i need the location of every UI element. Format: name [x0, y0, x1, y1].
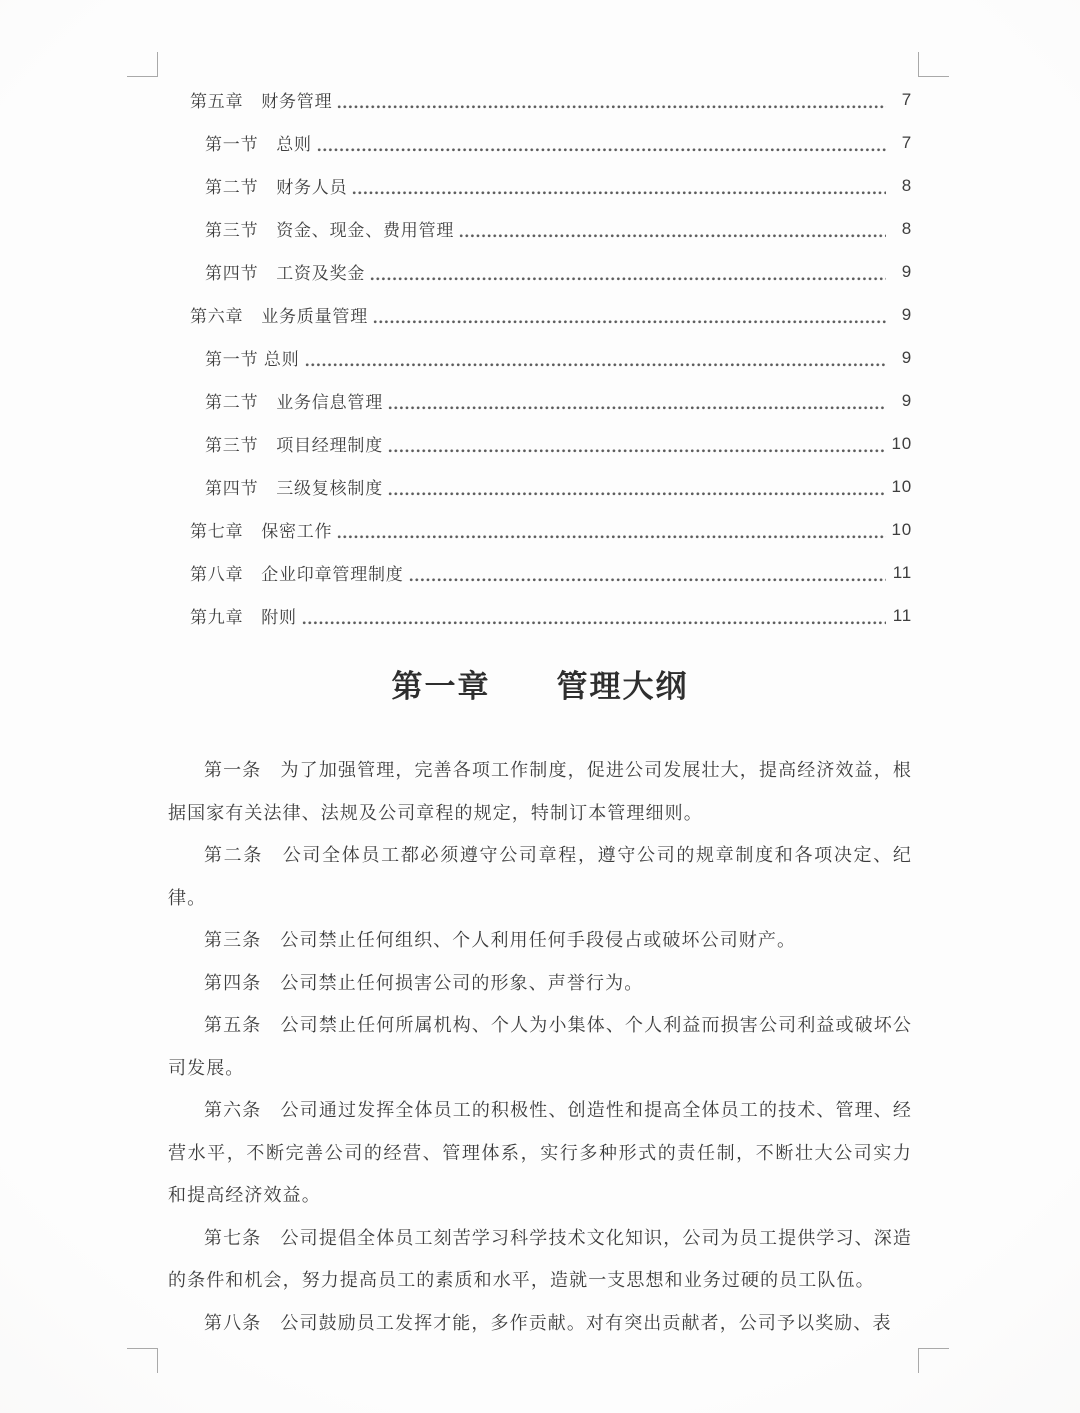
chapter-heading: 第一章 管理大纲 [391, 669, 689, 704]
toc-page-number: 11 [892, 605, 912, 625]
table-of-contents [168, 78, 912, 637]
toc-entry-label: 第四节 三级复核制度 [205, 479, 383, 498]
toc-page-number: 8 [901, 218, 912, 238]
toc-entry-label: 第九章 附则 [190, 608, 297, 627]
toc-dot-leader [370, 276, 886, 282]
toc-page-number: 11 [892, 562, 912, 582]
article-paragraph: 第三条 公司禁止任何组织、个人利用任何手段侵占或破坏公司财产。 [204, 930, 797, 950]
article-paragraph: 第六条 公司通过发挥全体员工的积极性、创造性和提高全体员工的技术、管理、经营水平，不断完善公司的经营、管理体系，实行多种形式的责任制，不断壮大公司实力和提高经济效益。 [168, 1100, 912, 1205]
toc-entry [168, 336, 912, 379]
crop-mark-bottom-left [127, 1348, 158, 1373]
toc-entry [168, 465, 912, 508]
toc-dot-leader [302, 620, 886, 626]
toc-entry-label: 第四节 工资及奖金 [205, 264, 366, 283]
toc-entry-label: 第一节 总则 [205, 135, 312, 154]
toc-dot-leader [388, 491, 886, 497]
article-paragraph: 第七条 公司提倡全体员工刻苦学习科学技术文化知识，公司为员工提供学习、深造的条件和机会，努力提高员工的素质和水平，造就一支思想和业务过硬的员工队伍。 [168, 1227, 912, 1290]
toc-entry-label: 第二节 业务信息管理 [205, 393, 383, 412]
chapter-body [168, 749, 912, 1344]
toc-dot-leader [409, 577, 886, 583]
toc-dot-leader [388, 448, 886, 454]
toc-entry-label: 第二节 财务人员 [205, 178, 348, 197]
article-paragraph: 第八条 公司鼓励员工发挥才能，多作贡献。对有突出贡献者，公司予以奖励、表 [204, 1312, 892, 1333]
toc-entry-label: 第三节 项目经理制度 [205, 436, 383, 455]
toc-entry [168, 594, 912, 637]
toc-dot-leader [373, 319, 886, 325]
crop-mark-bottom-right [918, 1348, 949, 1373]
toc-entry-label: 第八章 企业印章管理制度 [190, 565, 404, 584]
toc-entry [168, 379, 912, 422]
toc-page-number: 8 [901, 175, 912, 195]
toc-page-number: 7 [901, 132, 912, 152]
article-paragraph: 第五条 公司禁止任何所属机构、个人为小集体、个人利益而损害公司利益或破坏公司发展。 [168, 1015, 912, 1078]
crop-mark-top-right [918, 52, 949, 77]
toc-page-number: 10 [891, 433, 912, 453]
toc-entry [168, 508, 912, 551]
toc-dot-leader [305, 362, 886, 368]
toc-entry-label: 第一节 总则 [205, 350, 300, 369]
toc-entry-label: 第五章 财务管理 [190, 92, 333, 111]
toc-entry [168, 551, 912, 594]
toc-entry [168, 422, 912, 465]
toc-dot-leader [337, 104, 886, 110]
toc-dot-leader [388, 405, 886, 411]
toc-entry-label: 第七章 保密工作 [190, 522, 333, 541]
toc-entry [168, 164, 912, 207]
crop-mark-top-left [127, 52, 158, 77]
toc-dot-leader [459, 233, 886, 239]
toc-dot-leader [352, 190, 886, 196]
toc-entry [168, 250, 912, 293]
page-content [168, 78, 912, 1344]
toc-page-number: 9 [901, 390, 912, 410]
toc-entry [168, 121, 912, 164]
article-paragraph: 第四条 公司禁止任何损害公司的形象、声誉行为。 [204, 972, 644, 993]
toc-dot-leader [337, 534, 886, 540]
article-paragraph: 第一条 为了加强管理，完善各项工作制度，促进公司发展壮大，提高经济效益，根据国家有关法律、法规及公司章程的规定，特制订本管理细则。 [168, 760, 912, 823]
toc-dot-leader [317, 147, 886, 153]
toc-entry [168, 293, 912, 336]
toc-entry-label: 第三节 资金、现金、费用管理 [205, 221, 455, 240]
toc-page-number: 7 [901, 89, 912, 109]
toc-entry [168, 207, 912, 250]
toc-page-number: 10 [891, 519, 912, 539]
toc-page-number: 9 [901, 347, 912, 367]
toc-entry [168, 78, 912, 121]
toc-page-number: 9 [901, 304, 912, 324]
article-paragraph: 第二条 公司全体员工都必须遵守公司章程，遵守公司的规章制度和各项决定、纪律。 [168, 845, 912, 908]
toc-entry-label: 第六章 业务质量管理 [190, 307, 368, 326]
toc-page-number: 9 [901, 261, 912, 281]
toc-page-number: 10 [891, 476, 912, 496]
